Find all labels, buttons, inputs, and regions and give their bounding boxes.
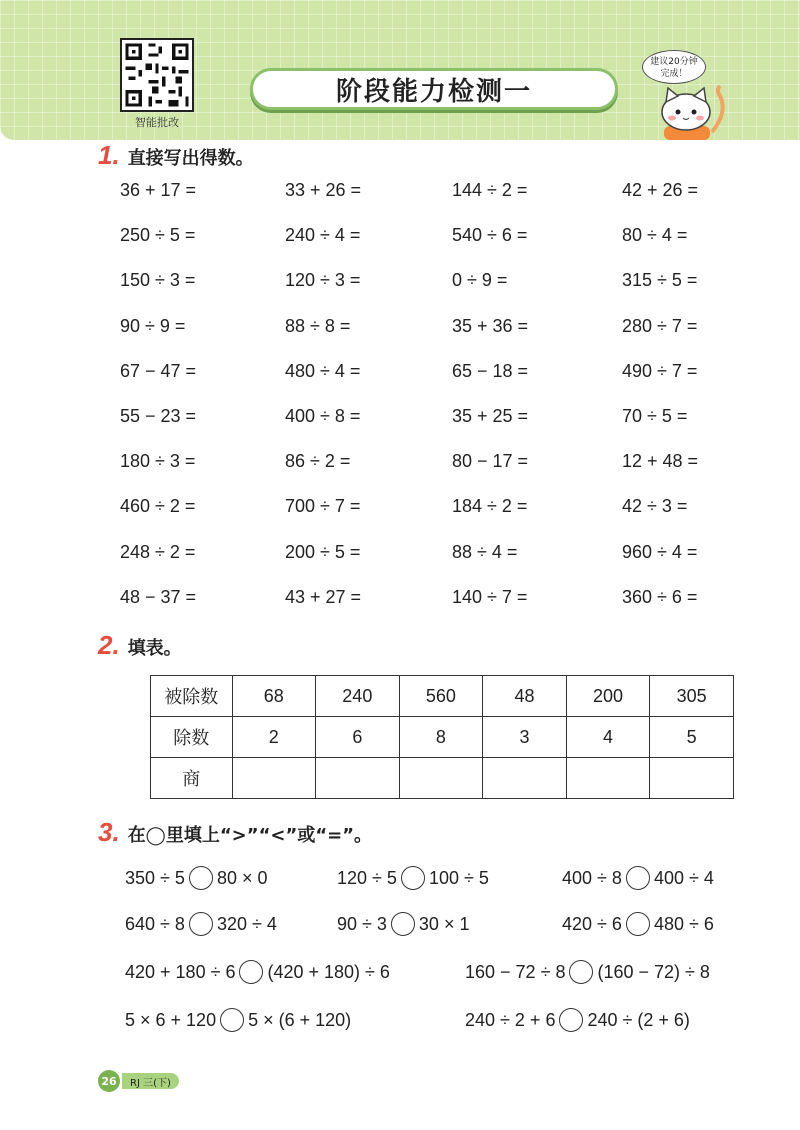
divisor-cell: 4 (566, 717, 650, 758)
calc-item: 140 ÷ 7 = (452, 586, 528, 607)
compare-item (125, 960, 390, 984)
calc-item: 248 ÷ 2 = (120, 541, 196, 562)
compare-left-expr: 90 ÷ 3 (337, 913, 387, 934)
compare-right-expr: 30 × 1 (418, 913, 470, 934)
compare-item (337, 866, 489, 890)
calc-item: 960 ÷ 4 = (622, 541, 698, 562)
header-banner (0, 0, 800, 140)
calc-item: 80 ÷ 4 = (622, 225, 688, 246)
qr-code-icon[interactable] (120, 38, 194, 112)
quotient-answer-cell[interactable] (483, 758, 567, 799)
answer-circle[interactable] (239, 960, 263, 984)
compare-item (562, 866, 714, 890)
compare-item (337, 912, 469, 936)
compare-right-expr: (420 + 180) ÷ 6 (267, 961, 390, 982)
calc-item: 400 ÷ 8 = (285, 406, 361, 426)
page-number: 26 (98, 1070, 120, 1092)
calc-item: 48 − 37 = (120, 586, 197, 607)
calc-item: 43 + 27 = (285, 586, 362, 607)
answer-circle[interactable] (626, 912, 650, 936)
qr-label: 智能批改 (135, 116, 179, 129)
cat-mascot-icon (650, 82, 730, 140)
compare-item (465, 1008, 690, 1032)
answer-circle[interactable] (189, 912, 213, 936)
dividend-cell: 200 (566, 676, 650, 717)
page-title: 阶段能力检测一 (250, 68, 618, 110)
calc-item: 33 + 26 = (285, 180, 362, 200)
compare-left-expr: 640 ÷ 8 (125, 913, 185, 934)
section-3-heading (98, 817, 372, 848)
compare-item (562, 912, 714, 936)
compare-item (465, 960, 710, 984)
section-3-number: 3. (98, 817, 120, 847)
calc-item: 184 ÷ 2 = (452, 496, 528, 517)
compare-right-expr: 320 ÷ 4 (216, 913, 277, 934)
dividend-cell: 305 (650, 676, 734, 717)
calc-item: 700 ÷ 7 = (285, 496, 361, 517)
compare-right-expr: (160 − 72) ÷ 8 (597, 961, 710, 982)
section-1-number: 1. (98, 140, 120, 170)
answer-circle[interactable] (569, 960, 593, 984)
calc-item: 88 ÷ 4 = (452, 541, 518, 562)
row-header-divisor: 除数 (151, 717, 233, 758)
compare-right-expr: 480 ÷ 6 (653, 913, 714, 934)
compare-left-expr: 160 − 72 ÷ 8 (465, 961, 566, 982)
calc-item: 315 ÷ 5 = (622, 270, 698, 291)
compare-right-expr: 400 ÷ 4 (653, 867, 714, 888)
compare-left-expr: 400 ÷ 8 (562, 867, 622, 888)
compare-item (125, 1008, 351, 1032)
calc-item: 200 ÷ 5 = (285, 541, 361, 562)
calc-item: 35 + 36 = (452, 315, 529, 336)
calc-item: 42 ÷ 3 = (622, 496, 688, 517)
section-1-heading (98, 140, 254, 171)
compare-right-expr: 100 ÷ 5 (428, 867, 489, 888)
speech-bubble (642, 50, 706, 84)
compare-right-expr: 80 × 0 (216, 867, 268, 888)
compare-left-expr: 420 + 180 ÷ 6 (125, 961, 236, 982)
calc-item: 0 ÷ 9 = (452, 270, 508, 291)
compare-left-expr: 350 ÷ 5 (125, 867, 185, 888)
calc-item: 65 − 18 = (452, 360, 529, 381)
row-header-quotient: 商 (151, 758, 233, 799)
calc-item: 240 ÷ 4 = (285, 225, 361, 246)
quotient-answer-cell[interactable] (650, 758, 734, 799)
dividend-cell: 240 (316, 676, 400, 717)
dividend-cell: 560 (399, 676, 483, 717)
dividend-cell: 68 (232, 676, 316, 717)
divisor-cell: 6 (316, 717, 400, 758)
answer-circle[interactable] (401, 866, 425, 890)
compare-left-expr: 5 × 6 + 120 (125, 1009, 217, 1030)
calc-item: 120 ÷ 3 = (285, 270, 361, 291)
calc-item: 67 − 47 = (120, 360, 197, 381)
section-2-heading (98, 630, 182, 661)
section-2-number: 2. (98, 630, 120, 660)
divisor-cell: 8 (399, 717, 483, 758)
calc-item: 360 ÷ 6 = (622, 586, 698, 607)
calc-item: 490 ÷ 7 = (622, 360, 698, 381)
calc-item: 480 ÷ 4 = (285, 360, 361, 381)
quotient-answer-cell[interactable] (399, 758, 483, 799)
compare-right-expr: 5 × (6 + 120) (248, 1009, 352, 1030)
calc-item: 70 ÷ 5 = (622, 406, 688, 426)
answer-circle[interactable] (391, 912, 415, 936)
footer (98, 1070, 179, 1092)
compare-left-expr: 240 ÷ 2 + 6 (465, 1009, 556, 1030)
grade-label: RJ 三(下) (122, 1073, 179, 1089)
calc-item: 144 ÷ 2 = (452, 180, 528, 200)
bubble-line-2: 完成！ (660, 69, 688, 79)
compare-item (125, 912, 277, 936)
answer-circle[interactable] (220, 1008, 244, 1032)
calc-item: 460 ÷ 2 = (120, 496, 196, 517)
quotient-answer-cell[interactable] (232, 758, 316, 799)
calc-item: 42 + 26 = (622, 180, 699, 200)
answer-circle[interactable] (189, 866, 213, 890)
row-header-dividend: 被除数 (151, 676, 233, 717)
compare-item (125, 866, 267, 890)
calc-item: 250 ÷ 5 = (120, 225, 196, 246)
divisor-cell: 3 (483, 717, 567, 758)
calc-item: 86 ÷ 2 = (285, 451, 351, 472)
calc-item: 88 ÷ 8 = (285, 315, 351, 336)
calc-item: 12 + 48 = (622, 451, 699, 472)
division-table (150, 675, 734, 799)
calc-item: 90 ÷ 9 = (120, 315, 186, 336)
dividend-cell: 48 (483, 676, 567, 717)
calc-item: 540 ÷ 6 = (452, 225, 528, 246)
divisor-cell: 2 (232, 717, 316, 758)
table-row-quotient (151, 758, 734, 799)
section-3-title: 在◯里填上“>”“<”或“=”。 (127, 825, 373, 846)
calc-item: 180 ÷ 3 = (120, 451, 196, 472)
quotient-answer-cell[interactable] (566, 758, 650, 799)
compare-right-expr: 240 ÷ (2 + 6) (587, 1009, 690, 1030)
bubble-line-1: 建议20分钟 (650, 57, 698, 67)
calc-item: 150 ÷ 3 = (120, 270, 196, 291)
section-2-title: 填表。 (127, 638, 182, 659)
divisor-cell: 5 (650, 717, 734, 758)
calc-item: 280 ÷ 7 = (622, 315, 698, 336)
calc-item: 36 + 17 = (120, 180, 197, 200)
answer-circle[interactable] (626, 866, 650, 890)
calc-item: 55 − 23 = (120, 406, 197, 426)
calc-item: 35 + 25 = (452, 406, 529, 426)
table-row-divisor (151, 717, 734, 758)
compare-left-expr: 420 ÷ 6 (562, 913, 622, 934)
calc-item: 80 − 17 = (452, 451, 529, 472)
quotient-answer-cell[interactable] (316, 758, 400, 799)
compare-left-expr: 120 ÷ 5 (337, 867, 397, 888)
answer-circle[interactable] (559, 1008, 583, 1032)
section-1-title: 直接写出得数。 (127, 148, 254, 169)
table-row-dividend (151, 676, 734, 717)
